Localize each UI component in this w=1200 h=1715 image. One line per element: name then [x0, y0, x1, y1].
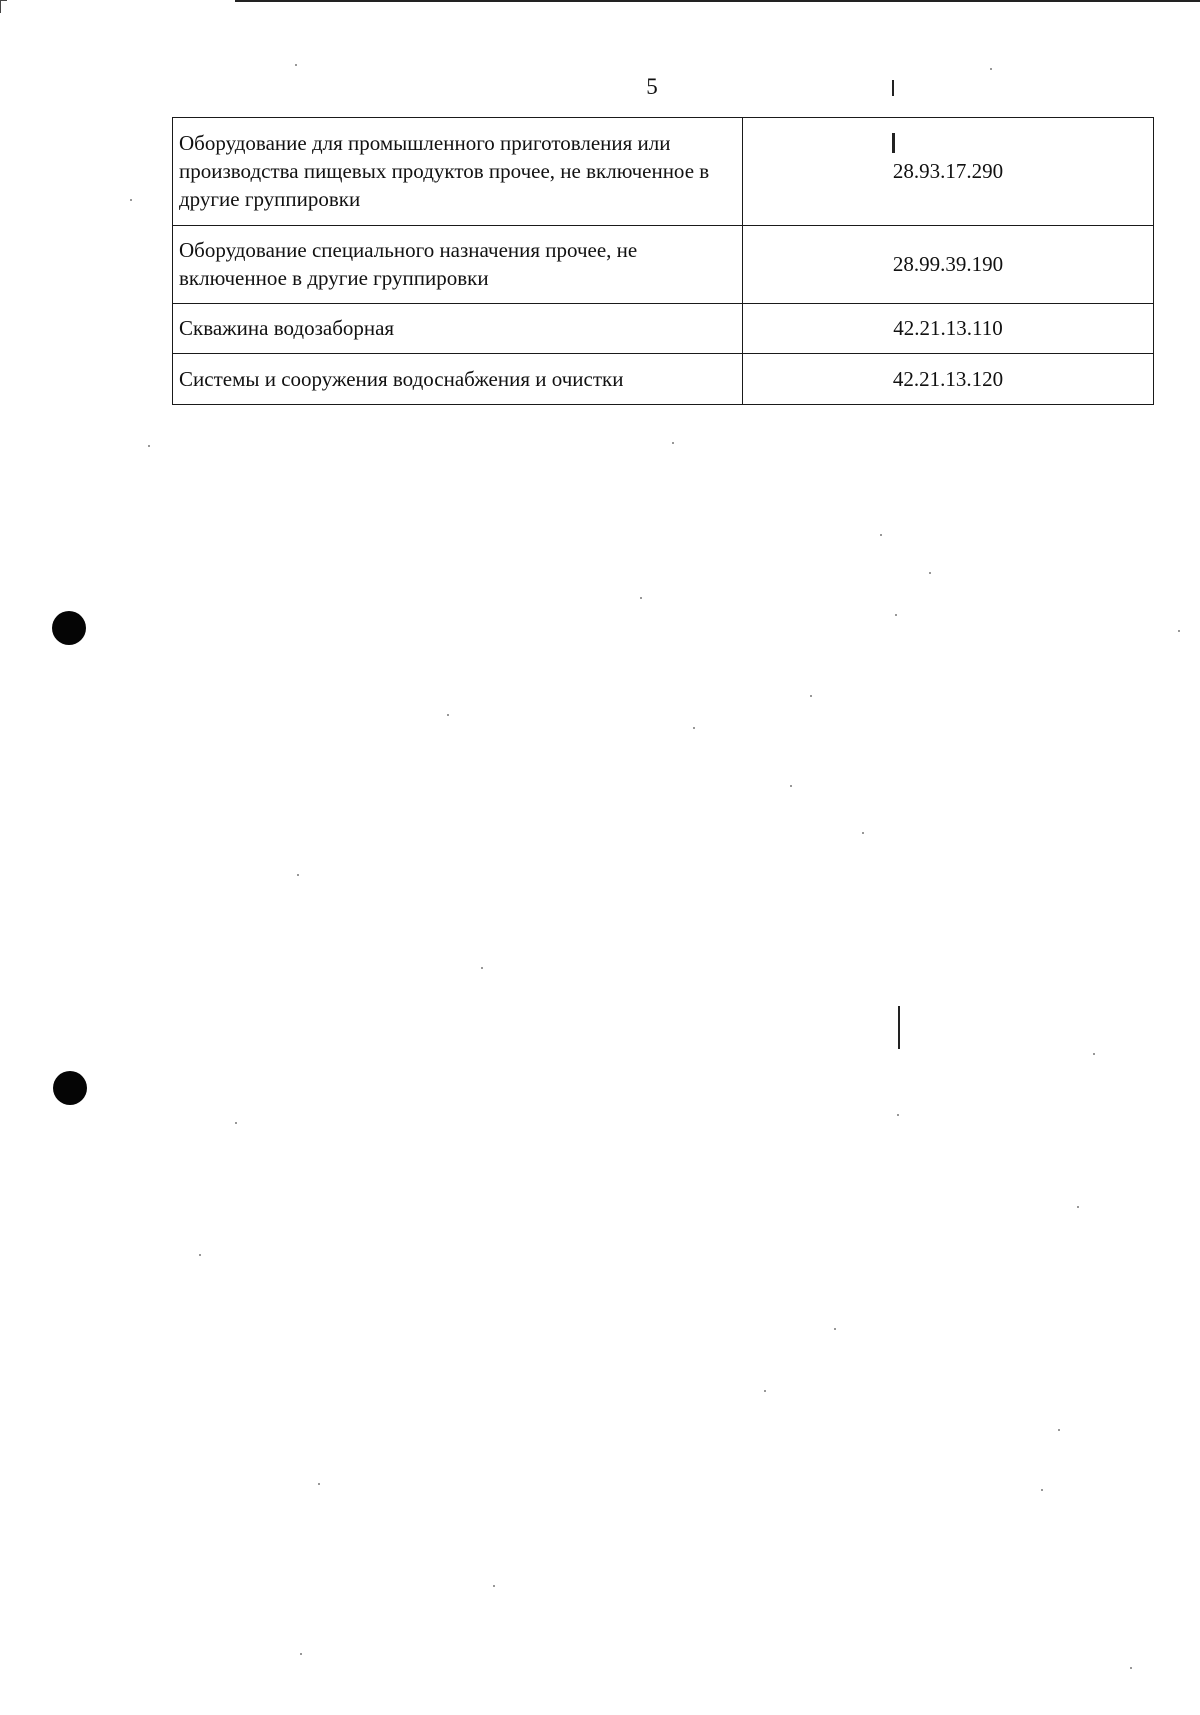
scan-speck	[929, 572, 931, 574]
table-row	[173, 226, 1154, 304]
scan-mark	[898, 1006, 900, 1049]
item-code: 42.21.13.110	[743, 304, 1154, 354]
scan-speck	[295, 64, 297, 66]
item-name: Оборудование специального назначения прочее, не включенное в другие группировки	[173, 226, 743, 304]
scan-speck	[1077, 1206, 1079, 1208]
scan-speck	[990, 68, 992, 70]
table-row	[173, 304, 1154, 354]
item-code: 28.99.39.190	[743, 226, 1154, 304]
punch-hole	[53, 1071, 87, 1105]
scan-mark	[892, 80, 894, 96]
item-name: Скважина водозаборная	[173, 304, 743, 354]
scan-speck	[897, 1114, 899, 1116]
scan-speck	[790, 785, 792, 787]
scan-top-edge	[235, 0, 1200, 2]
scan-speck	[834, 1328, 836, 1330]
item-name: Системы и сооружения водоснабжения и очистки	[173, 354, 743, 405]
scan-mark	[892, 133, 895, 153]
scan-speck	[1093, 1053, 1095, 1055]
scan-speck	[640, 597, 642, 599]
scan-speck	[481, 967, 483, 969]
table-row	[173, 354, 1154, 405]
scan-speck	[1178, 630, 1180, 632]
scan-speck	[672, 442, 674, 444]
scan-speck	[1130, 1667, 1132, 1669]
scan-speck	[764, 1390, 766, 1392]
scan-speck	[199, 1254, 201, 1256]
scan-speck	[148, 445, 150, 447]
scan-speck	[493, 1585, 495, 1587]
scan-speck	[862, 832, 864, 834]
scan-speck	[693, 727, 695, 729]
punch-hole	[52, 611, 86, 645]
scan-speck	[1058, 1429, 1060, 1431]
scan-speck	[235, 1122, 237, 1124]
scan-speck	[300, 1653, 302, 1655]
item-name: Оборудование для промышленного приготовления или производства пищевых продуктов прочее, не включенное в другие группировки	[173, 118, 743, 226]
scan-speck	[130, 199, 132, 201]
scan-speck	[1041, 1489, 1043, 1491]
item-code: 28.93.17.290	[743, 118, 1154, 226]
scan-corner-mark	[0, 0, 7, 13]
scan-speck	[447, 714, 449, 716]
table-row	[173, 118, 1154, 226]
page-number: 5	[646, 74, 658, 99]
item-code: 42.21.13.120	[743, 354, 1154, 405]
scan-speck	[318, 1483, 320, 1485]
scan-speck	[810, 695, 812, 697]
scan-speck	[297, 874, 299, 876]
scan-speck	[895, 614, 897, 616]
classification-table	[172, 117, 1154, 405]
scan-speck	[880, 534, 882, 536]
